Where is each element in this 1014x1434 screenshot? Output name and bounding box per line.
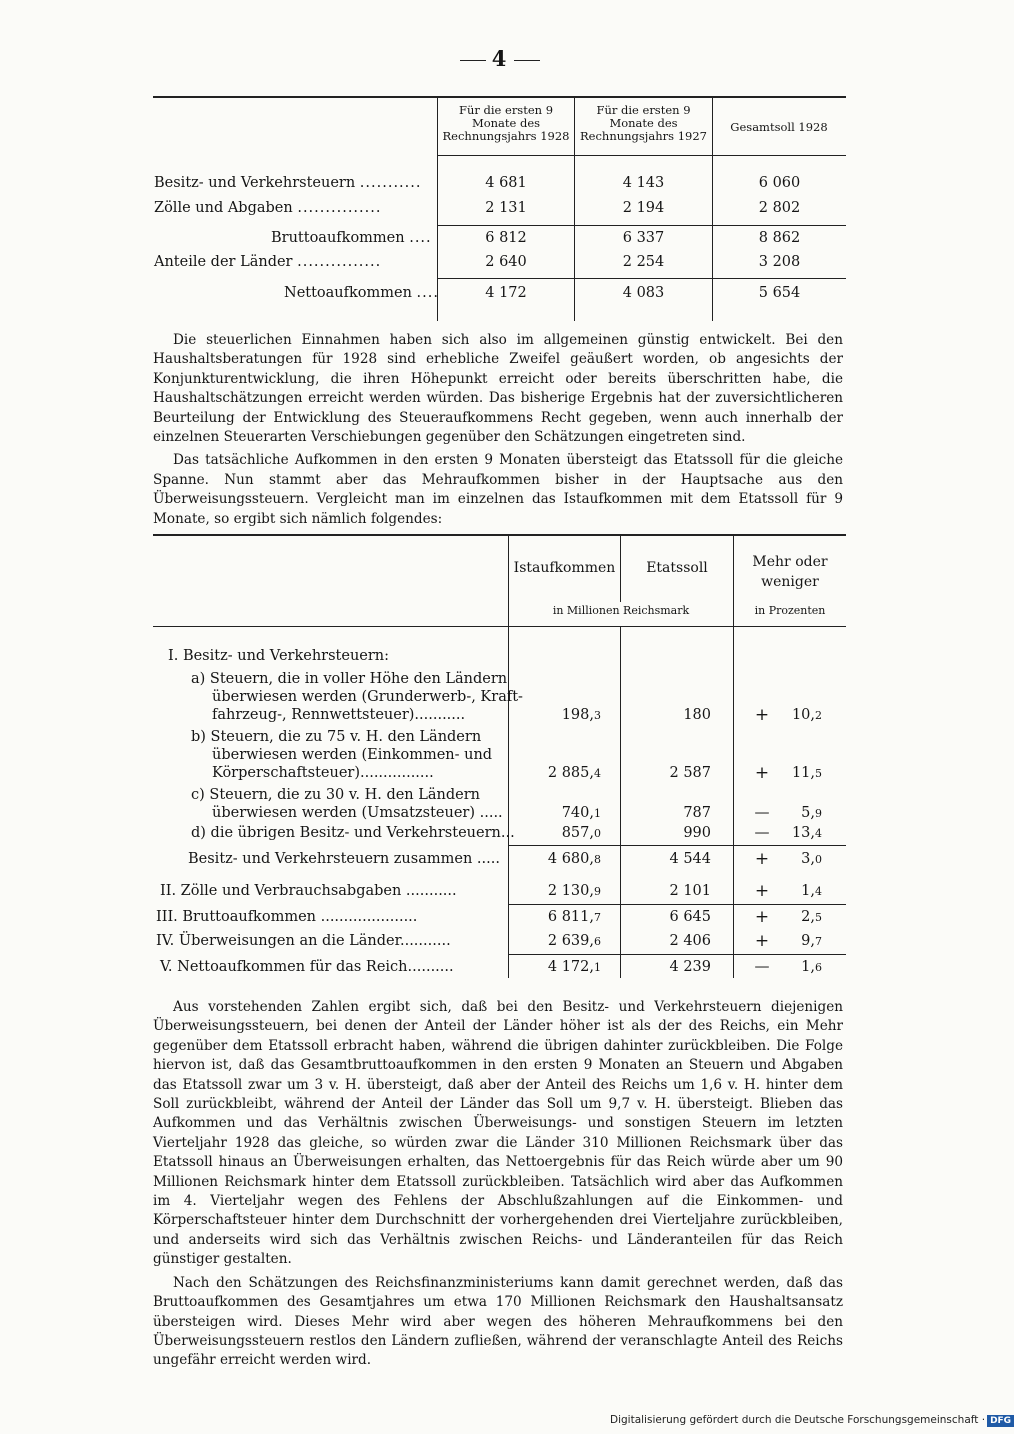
table-row-label: c) Steuern, die zu 30 v. H. den Ländern bbox=[191, 787, 481, 803]
table2-header-mehr: Mehr oder weniger bbox=[752, 554, 828, 590]
table2-subtotal-rule bbox=[508, 954, 846, 955]
table-cell: 4 083 bbox=[622, 285, 665, 301]
dfg-logo: DFG bbox=[987, 1415, 1014, 1427]
table-row-label: fahrzeug-, Rennwettsteuer)........... bbox=[212, 707, 466, 723]
sign-glyph: + bbox=[754, 763, 770, 783]
table-cell: 1,6 bbox=[801, 959, 822, 975]
table-cell: 2 639,6 bbox=[547, 933, 601, 949]
table-cell: 2 885,4 bbox=[547, 765, 601, 781]
table-row-label: Besitz- und Verkehrsteuern zusammen ..... bbox=[188, 851, 500, 867]
table2-col-divider bbox=[733, 535, 734, 978]
page-number-dash-left bbox=[460, 60, 486, 61]
table-row: Nettoaufkommen .... bbox=[284, 285, 439, 301]
table-cell: 787 bbox=[683, 805, 711, 821]
page-number-dash-right bbox=[514, 60, 540, 61]
table-cell: 5,9 bbox=[801, 805, 822, 821]
table-cell: 6 645 bbox=[669, 909, 711, 925]
paragraph: Nach den Schätzungen des Reichsfinanzministeriums kann damit gerechnet werden, daß das Bruttoaufkommen des Gesamtjahres um etwa 170 Millionen Reichsmark den Haushaltsansatz übersteigen wird. Dieses Mehr wird aber wegen des höheren Mehraufkommens bei den Überweisungssteuern restlos den Ländern zufließen, während der veranschlagte Anteil des Reichs ungefähr erreicht werden wird. bbox=[153, 1274, 843, 1369]
table-row: Anteile der Länder ............... bbox=[154, 254, 382, 270]
table-cell: 11,5 bbox=[791, 765, 822, 781]
table-cell: 2 587 bbox=[669, 765, 711, 781]
table2-unit-percent: in Prozenten bbox=[754, 604, 826, 617]
sign-glyph: + bbox=[754, 705, 770, 725]
table-cell: 2 130,9 bbox=[547, 883, 601, 899]
table-row-label: Körperschaftsteuer)................ bbox=[212, 765, 434, 781]
table1-subtotal-rule bbox=[437, 225, 846, 226]
table-cell: 2 640 bbox=[485, 254, 527, 270]
table2-unit-million: in Millionen Reichsmark bbox=[552, 604, 690, 617]
table2-header-ist: Istaufkommen bbox=[513, 560, 616, 576]
table2-header-rule bbox=[153, 626, 846, 627]
page-number: 4 bbox=[0, 46, 1000, 71]
table2-subtotal-rule bbox=[508, 904, 846, 905]
table2-section-heading: I. Besitz- und Verkehrsteuern: bbox=[168, 648, 390, 664]
table-row-label: III. Bruttoaufkommen ..................... bbox=[156, 909, 418, 925]
table-cell: 1,4 bbox=[801, 883, 822, 899]
table-row: Zölle und Abgaben ............... bbox=[154, 200, 382, 216]
table-cell: 6 060 bbox=[758, 175, 801, 191]
table-row-label: V. Nettoaufkommen für das Reich.......... bbox=[160, 959, 454, 975]
table-cell: 2 101 bbox=[669, 883, 711, 899]
table-cell: 3 208 bbox=[758, 254, 801, 270]
table-row-label: überwiesen werden (Grunderwerb-, Kraft- bbox=[212, 689, 523, 705]
table-row: Besitz- und Verkehrsteuern ........... bbox=[154, 175, 422, 191]
table-cell: 9,7 bbox=[801, 933, 822, 949]
table1-header-col1: Für die ersten 9 Monate des Rechnungsjahrs 1928 bbox=[442, 103, 570, 143]
table1-header-col2: Für die ersten 9 Monate des Rechnungsjahrs 1927 bbox=[580, 103, 707, 143]
table-cell: 2 802 bbox=[758, 200, 801, 216]
table-cell: 2,5 bbox=[801, 909, 822, 925]
table-cell: 4 239 bbox=[669, 959, 711, 975]
table-row: Bruttoaufkommen .... bbox=[271, 230, 432, 246]
table1-header-rule bbox=[437, 155, 846, 156]
sign-glyph: — bbox=[754, 823, 770, 841]
table-cell: 740,1 bbox=[561, 805, 601, 821]
table-cell: 5 654 bbox=[758, 285, 801, 301]
table-row-label: überwiesen werden (Einkommen- und bbox=[212, 747, 493, 763]
footer-credit: Digitalisierung gefördert durch die Deutsche Forschungsgemeinschaft · DFG bbox=[610, 1414, 1014, 1427]
table-cell: 4 544 bbox=[669, 851, 711, 867]
table-cell: 4 143 bbox=[622, 175, 665, 191]
sign-glyph: — bbox=[754, 803, 770, 821]
table-row-label: d) die übrigen Besitz- und Verkehrsteuern... bbox=[191, 825, 515, 841]
table-cell: 3,0 bbox=[801, 851, 822, 867]
table-cell: 4 172,1 bbox=[547, 959, 601, 975]
table-row-label: II. Zölle und Verbrauchsabgaben ........... bbox=[160, 883, 457, 899]
sign-glyph: + bbox=[754, 931, 770, 951]
sign-glyph: + bbox=[754, 907, 770, 927]
table2-top-rule bbox=[153, 534, 846, 536]
table1-subtotal-rule bbox=[437, 278, 846, 279]
table-row-label: b) Steuern, die zu 75 v. H. den Ländern bbox=[191, 729, 482, 745]
table-row-label: a) Steuern, die in voller Höhe den Ländern bbox=[191, 671, 508, 687]
table-cell: 2 254 bbox=[622, 254, 665, 270]
paragraph: Das tatsächliche Aufkommen in den ersten 9 Monaten übersteigt das Etatssoll für die gleiche Spanne. Nun stammt aber das Mehraufkommen bisher in der Hauptsache aus den Überweisungssteuern. Vergleicht man im einzelnen das Istaufkommen mit dem Etatssoll für 9 Monate, so ergibt sich nämlich folgendes: bbox=[153, 452, 843, 527]
sign-glyph: + bbox=[754, 881, 770, 901]
table-cell: 4 680,8 bbox=[547, 851, 601, 867]
body-text-conclusion bbox=[153, 998, 843, 1371]
table1-top-rule bbox=[153, 96, 846, 98]
table-cell: 2 131 bbox=[485, 200, 527, 216]
table-cell: 2 194 bbox=[622, 200, 665, 216]
table-cell: 180 bbox=[683, 707, 711, 723]
table2-header-soll: Etatssoll bbox=[646, 560, 708, 576]
table2-subtotal-rule bbox=[508, 845, 846, 846]
paragraph: Die steuerlichen Einnahmen haben sich also im allgemeinen günstig entwickelt. Bei den Haushaltsberatungen für 1928 sind erhebliche Zweifel geäußert worden, ob angesichts der Konjunkturentwicklung, die ihren Höhepunkt erreicht oder bereits überschritten habe, die Haushaltschätzungen erreicht werden würden. Das bisherige Ergebnis hat der zuversichtlicheren Beurteilung der Entwicklung des Steueraufkommens Recht gegeben, wenn auch innerhalb der einzelnen Steuerarten Verschiebungen gegenüber den Schätzungen eingetreten sind. bbox=[153, 332, 843, 446]
table2-col-divider bbox=[620, 626, 621, 978]
table-cell: 6 812 bbox=[485, 230, 527, 246]
table-cell: 4 172 bbox=[485, 285, 527, 301]
table-cell: 8 862 bbox=[758, 230, 801, 246]
table-cell: 990 bbox=[683, 825, 711, 841]
table-cell: 857,0 bbox=[561, 825, 601, 841]
sign-glyph: + bbox=[754, 849, 770, 869]
table-cell: 10,2 bbox=[791, 707, 822, 723]
table-row-label: überwiesen werden (Umsatzsteuer) ..... bbox=[212, 805, 503, 821]
table-cell: 6 811,7 bbox=[547, 909, 601, 925]
table-cell: 198,3 bbox=[561, 707, 601, 723]
table1-header-col3: Gesamtsoll 1928 bbox=[730, 120, 828, 134]
body-text-intro bbox=[153, 331, 843, 529]
table-row-label: IV. Überweisungen an die Länder........... bbox=[156, 933, 451, 949]
table-cell: 13,4 bbox=[791, 825, 822, 841]
sign-glyph: — bbox=[754, 957, 770, 975]
table-cell: 6 337 bbox=[622, 230, 665, 246]
table-cell: 4 681 bbox=[485, 175, 527, 191]
table-cell: 2 406 bbox=[669, 933, 711, 949]
paragraph: Aus vorstehenden Zahlen ergibt sich, daß bei den Besitz- und Verkehrsteuern diejenigen Überweisungssteuern, bei denen der Anteil der Länder höher ist als der des Reichs, ein Mehr gegenüber dem Etatssoll erbracht haben, während die übrigen dahinter zurückbleiben. Die Folge hiervon ist, daß das Gesamtbruttoaufkommen in den ersten 9 Monaten an Steuern und Abgaben das Etatssoll zwar um 3 v. H. übersteigt, daß aber der Anteil des Reichs um 1,6 v. H. hinter dem Soll zurückbleibt, während der Anteil der Länder das Soll um 9,7 v. H. übersteigt. Blieben das Aufkommen und das Verhältnis zwischen Überweisungs- und sonstigen Steuern im letzten Vierteljahr 1928 das gleiche, so würden zwar die Länder 310 Millionen Reichsmark über das Etatssoll hinaus an Überweisungen erhalten, das Nettoergebnis für das Reich würde aber um 90 Millionen Reichsmark hinter dem Etatssoll zurückbleiben. Tatsächlich wird aber das Aufkommen im 4. Vierteljahr wegen des Fehlens der Abschlußzahlungen auf die Einkommen- und Körperschaftsteuer hinter dem Durchschnitt der vorhergehenden drei Vierteljahre zurückbleiben, und anderseits wird sich das Verhältnis zwischen Reichs- und Länderanteilen für das Reich günstiger gestalten. bbox=[153, 999, 843, 1268]
